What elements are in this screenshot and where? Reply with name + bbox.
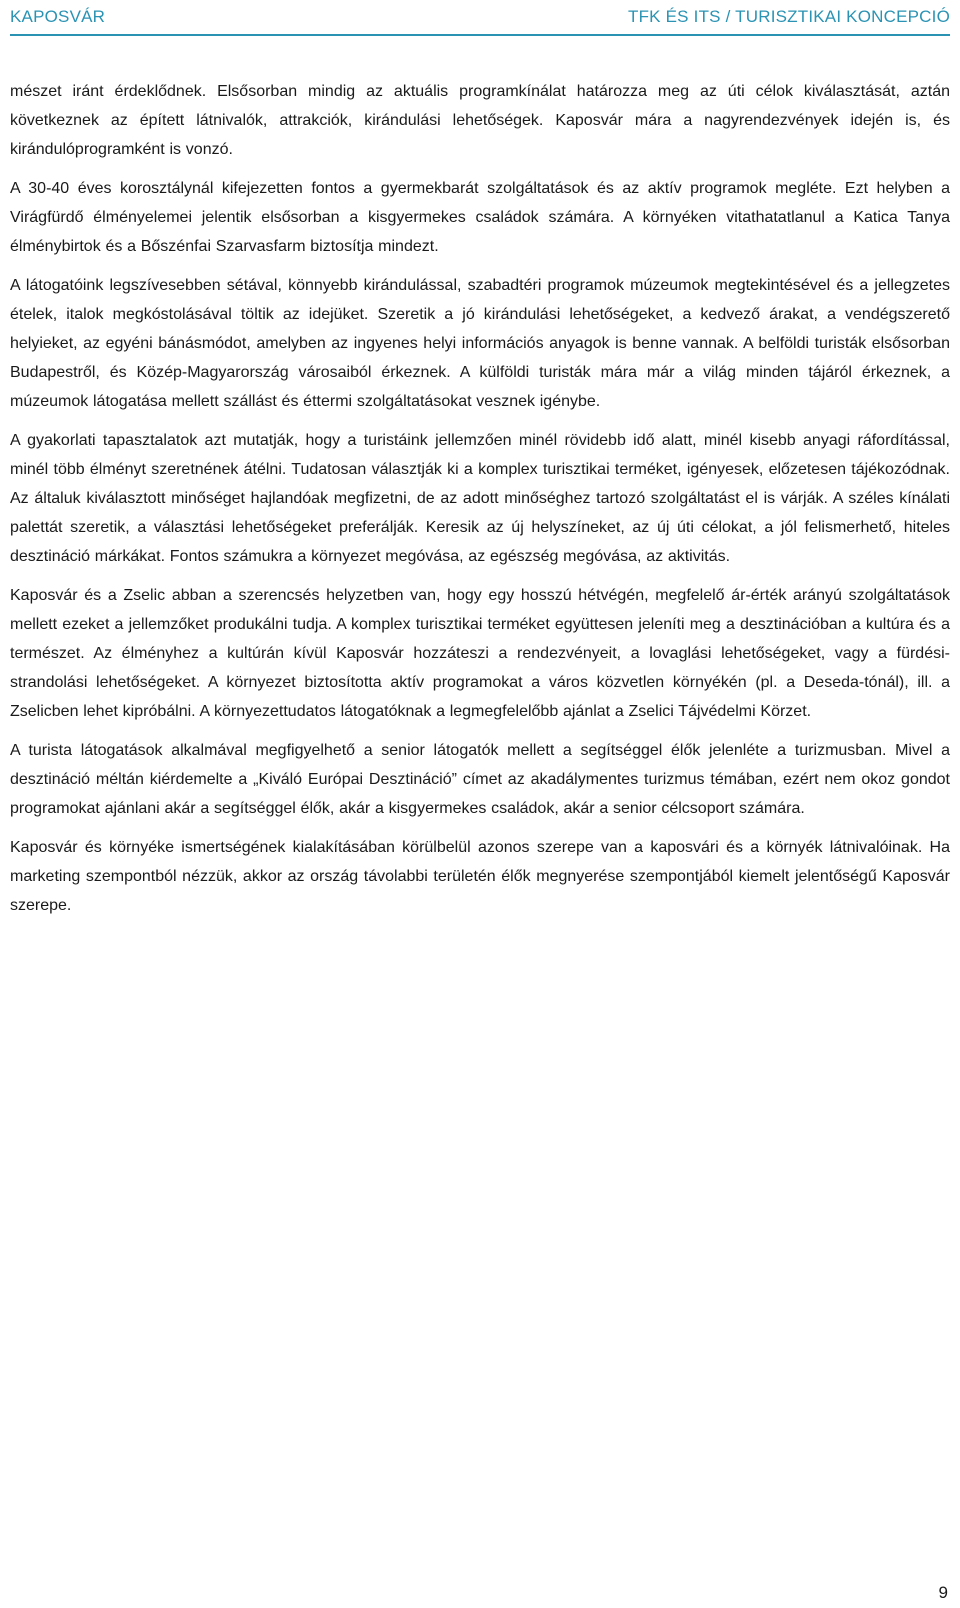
paragraph-6: A turista látogatások alkalmával megfigyelhető a senior látogatók mellett a segítséggel élők jelenléte a turizmusban. Mivel a desztináció méltán kiérdemelte a „Kiváló Európai Desztináció” címet az akadálymentes turizmus témában, ezért nem okoz gondot programokat ajánlani akár a segítséggel élők, akár a kisgyermekes családok, akár a senior célcsoport számára. [10, 742, 950, 817]
header-title-left: KAPOSVÁR [10, 7, 106, 26]
page-number: 9 [938, 1583, 948, 1602]
page-header [10, 0, 950, 36]
paragraph-5: Kaposvár és a Zselic abban a szerencsés helyzetben van, hogy egy hosszú hétvégén, megfelelő ár-érték arányú szolgáltatások mellett ezeket a jellemzőket produkálni tudja. A komplex turisztikai terméket együttesen jeleníti meg a desztinációban a kultúra és a természet. Az élményhez a kultúrán kívül Kaposvár hozzáteszi a rendezvényeit, a lovaglási lehetőségeket, vagy a fürdési-strandolási lehetőségeket. A környezet biztosította aktív programokat a város közvetlen környékén (pl. a Deseda-tónál), ill. a Zselicben lehet kipróbálni. A környezettudatos látogatóknak a legmegfelelőbb ajánlat a Zselici Tájvédelmi Körzet. [10, 587, 950, 720]
paragraph-7: Kaposvár és környéke ismertségének kialakításában körülbelül azonos szerepe van a kaposvári és a környék látnivalóinak. Ha marketing szempontból nézzük, akkor az ország távolabbi területén élők megnyerése szempontjából kiemelt jelentőségű Kaposvár szerepe. [10, 839, 950, 914]
paragraph-2: A 30-40 éves korosztálynál kifejezetten fontos a gyermekbarát szolgáltatások és az aktív programok megléte. Ezt helyben a Virágfürdő élményelemei jelentik elsősorban a kisgyermekes családok számára. A környéken vitathatatlanul a Katica Tanya élménybirtok és a Bőszénfai Szarvasfarm biztosítja mindezt. [10, 180, 950, 255]
paragraph-3: A látogatóink legszívesebben sétával, könnyebb kirándulással, szabadtéri programok múzeumok megtekintésével és a jellegzetes ételek, italok megkóstolásával töltik az idejüket. Szeretik a jó kirándulási lehetőségeket, a kedvező árakat, a vendégszerető helyieket, az egyéni bánásmódot, amelyben az ingyenes helyi információs anyagok is benne vannak. A belföldi turisták elsősorban Budapestről, és Közép-Magyarország városaiból érkeznek. A külföldi turisták mára már a világ minden tájáról érkeznek, a múzeumok látogatása mellett szállást és éttermi szolgáltatásokat vesznek igénybe. [10, 277, 950, 410]
document-body [10, 77, 950, 930]
header-title-right: TFK ÉS ITS / TURISZTIKAI KONCEPCIÓ [628, 7, 950, 26]
paragraph-4: A gyakorlati tapasztalatok azt mutatják, hogy a turistáink jellemzően minél rövidebb idő alatt, minél kisebb anyagi ráfordítással, minél több élményt szeretnének átélni. Tudatosan választják ki a komplex turisztikai terméket, igényesek, előzetesen tájékozódnak. Az általuk kiválasztott minőséget hajlandóak megfizetni, de az adott minőséghez tartozó szolgáltatást el is várják. A széles kínálati palettát szeretik, a választási lehetőségeket preferálják. Keresik az új helyszíneket, az új úti célokat, a jól felismerhető, hiteles desztináció márkákat. Fontos számukra a környezet megóvása, az egészség megóvása, az aktivitás. [10, 432, 950, 565]
paragraph-1: mészet iránt érdeklődnek. Elsősorban mindig az aktuális programkínálat határozza meg az úti célok kiválasztását, aztán következnek az épített látnivalók, attrakciók, kirándulási lehetőségek. Kaposvár mára a nagyrendezvények idején is, és kirándulóprogramként is vonzó. [10, 83, 950, 158]
